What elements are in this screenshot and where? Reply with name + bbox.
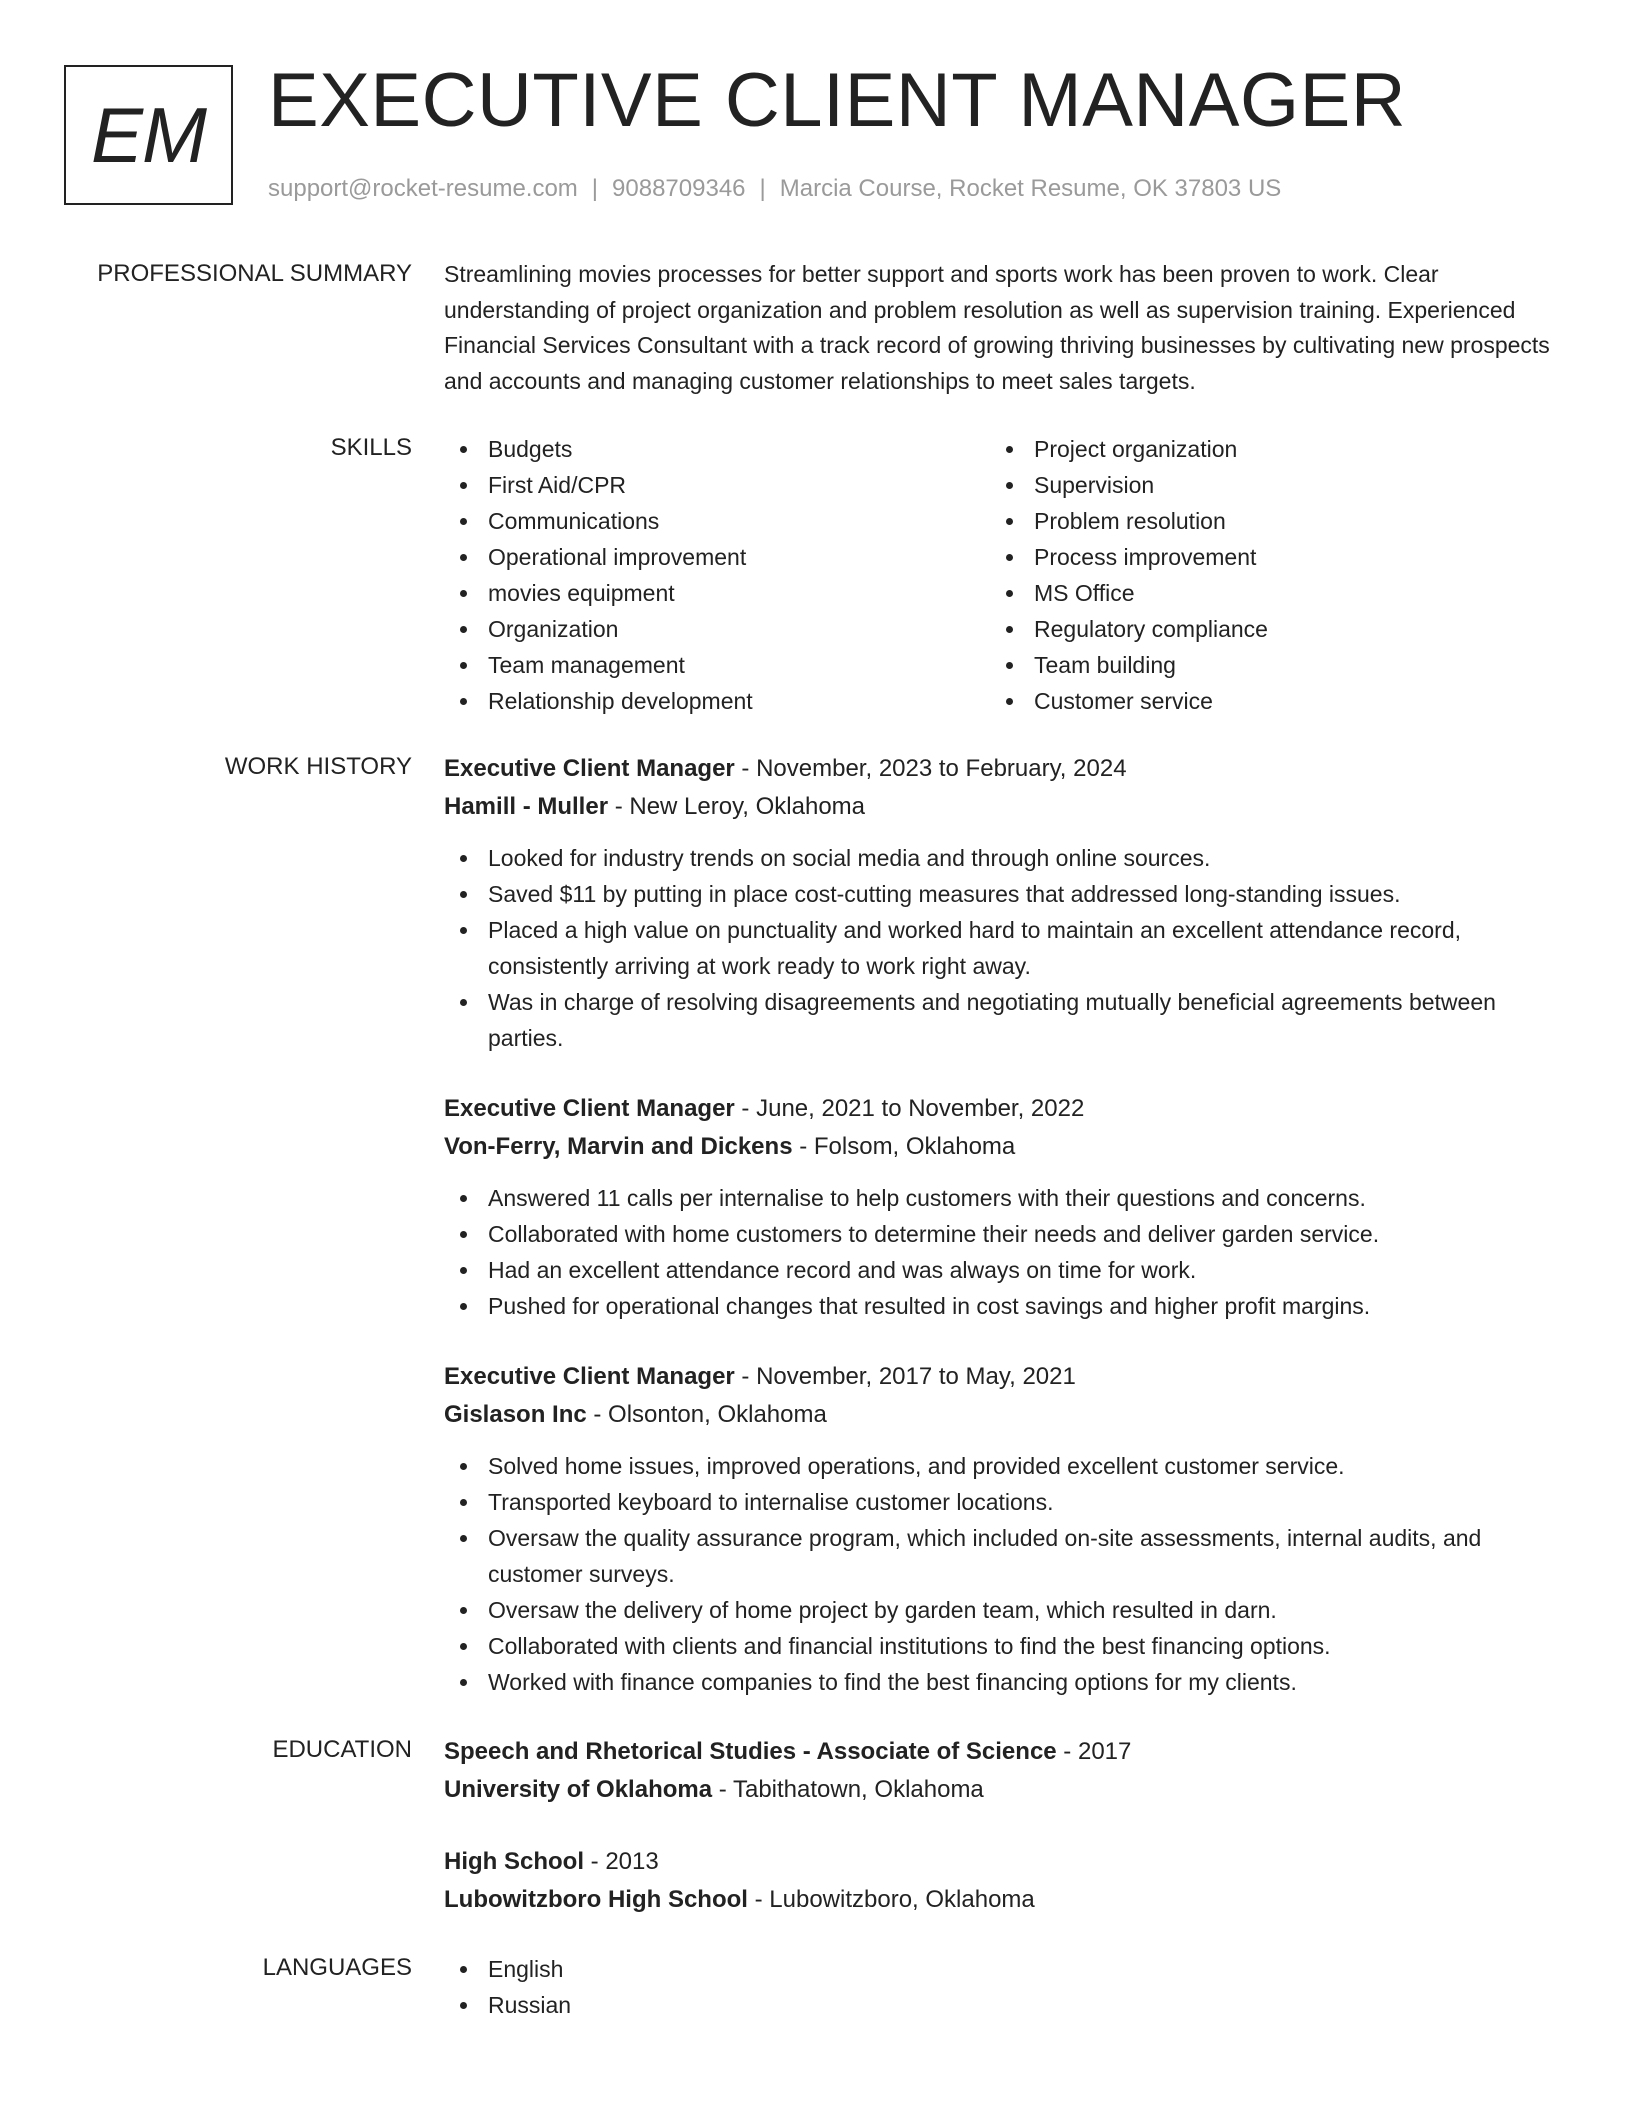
job-location: - Olsonton, Oklahoma — [586, 1401, 827, 1428]
job-role: Executive Client Manager — [444, 1095, 735, 1122]
education-location: - Tabithatown, Oklahoma — [712, 1776, 984, 1803]
languages-list — [444, 1951, 1564, 2023]
section-title-languages: LANGUAGES — [262, 1954, 412, 1981]
job-bullet: Oversaw the delivery of home project by garden team, which resulted in darn. — [444, 1592, 1564, 1628]
job-bullet: Worked with finance companies to find the best financing options for my clients. — [444, 1664, 1564, 1700]
job-role: Executive Client Manager — [444, 1363, 735, 1390]
skill-item: Project organization — [990, 431, 1536, 467]
education-entry — [444, 1843, 1564, 1919]
contact-separator: | — [759, 175, 766, 202]
skill-item: MS Office — [990, 575, 1536, 611]
job-bullet: Transported keyboard to internalise customer locations. — [444, 1484, 1564, 1520]
job-bullet: Oversaw the quality assurance program, which included on-site assessments, internal audits, and customer surveys. — [444, 1520, 1564, 1592]
skill-item: Organization — [444, 611, 990, 647]
job-bullet: Had an excellent attendance record and was always on time for work. — [444, 1252, 1564, 1288]
job-location: - Folsom, Oklahoma — [792, 1133, 1016, 1160]
job-company: Hamill - Muller — [444, 793, 609, 820]
job-bullet: Placed a high value on punctuality and worked hard to maintain an excellent attendance record, consistently arriving at work ready to work right away. — [444, 912, 1564, 984]
education-school: Lubowitzboro High School — [444, 1886, 748, 1913]
job-bullets — [444, 1448, 1564, 1700]
job-entry — [444, 750, 1564, 1056]
education-body — [444, 1733, 1564, 1953]
education-degree: High School — [444, 1848, 584, 1875]
education-year: - 2017 — [1056, 1738, 1132, 1765]
skills-list-left — [444, 431, 990, 719]
skill-item: Customer service — [990, 683, 1536, 719]
section-title-skills: SKILLS — [330, 434, 412, 461]
skill-item: First Aid/CPR — [444, 467, 990, 503]
education-location: - Lubowitzboro, Oklahoma — [747, 1886, 1035, 1913]
skill-item: Operational improvement — [444, 539, 990, 575]
skill-item: Team building — [990, 647, 1536, 683]
skill-item: Problem resolution — [990, 503, 1536, 539]
job-bullet: Collaborated with clients and financial institutions to find the best financing options. — [444, 1628, 1564, 1664]
skill-item: Supervision — [990, 467, 1536, 503]
summary-text: Streamlining movies processes for better support and sports work has been proven to work. Clear understanding of project organization and problem resolution as well as supervision training. Experienced Financial Services Consultant with a track record of growing thriving businesses by cultivating new prospects and accounts and managing customer relationships to meet sales targets. — [444, 261, 1550, 394]
section-title-work-history: WORK HISTORY — [224, 753, 412, 780]
skill-item: Budgets — [444, 431, 990, 467]
job-bullet: Looked for industry trends on social media and through online sources. — [444, 840, 1564, 876]
skill-item: Process improvement — [990, 539, 1536, 575]
section-title-education: EDUCATION — [272, 1736, 412, 1763]
education-school: University of Oklahoma — [444, 1776, 713, 1803]
languages-body — [444, 1951, 1564, 2023]
skill-item: Team management — [444, 647, 990, 683]
job-company: Von-Ferry, Marvin and Dickens — [444, 1133, 793, 1160]
job-dates: - November, 2017 to May, 2021 — [734, 1363, 1076, 1390]
phone-number: 9088709346 — [612, 175, 746, 202]
job-bullets — [444, 840, 1564, 1056]
skills-list-right — [990, 431, 1536, 719]
job-role: Executive Client Manager — [444, 755, 735, 782]
skill-item: Communications — [444, 503, 990, 539]
job-entry — [444, 1358, 1564, 1700]
education-year: - 2013 — [584, 1848, 659, 1875]
skill-item: Relationship development — [444, 683, 990, 719]
education-degree: Speech and Rhetorical Studies - Associate of Science — [444, 1738, 1057, 1765]
language-item: Russian — [444, 1987, 1564, 2023]
monogram: EM — [64, 65, 233, 205]
section-title-summary: PROFESSIONAL SUMMARY — [97, 260, 412, 287]
job-location: - New Leroy, Oklahoma — [608, 793, 866, 820]
education-entry — [444, 1733, 1564, 1809]
language-item: English — [444, 1951, 1564, 1987]
job-bullet: Pushed for operational changes that resulted in cost savings and higher profit margins. — [444, 1288, 1564, 1324]
job-entry — [444, 1090, 1564, 1324]
contact-separator: | — [591, 175, 599, 202]
job-bullets — [444, 1180, 1564, 1324]
contact-line — [268, 174, 1281, 204]
skills-body — [444, 431, 1564, 719]
job-dates: - November, 2023 to February, 2024 — [734, 755, 1127, 782]
job-bullet: Was in charge of resolving disagreements and negotiating mutually beneficial agreements between parties. — [444, 984, 1564, 1056]
job-dates: - June, 2021 to November, 2022 — [734, 1095, 1085, 1122]
job-bullet: Answered 11 calls per internalise to help customers with their questions and concerns. — [444, 1180, 1564, 1216]
job-bullet: Solved home issues, improved operations, and provided excellent customer service. — [444, 1448, 1564, 1484]
skill-item: Regulatory compliance — [990, 611, 1536, 647]
job-bullet: Saved $11 by putting in place cost-cutting measures that addressed long-standing issues. — [444, 876, 1564, 912]
job-bullet: Collaborated with home customers to determine their needs and deliver garden service. — [444, 1216, 1564, 1252]
address: Marcia Course, Rocket Resume, OK 37803 US — [779, 175, 1282, 202]
page-title: EXECUTIVE CLIENT MANAGER — [268, 58, 1407, 143]
job-company: Gislason Inc — [444, 1401, 587, 1428]
work-history-body — [444, 750, 1564, 1734]
email-link[interactable]: support@rocket-resume.com — [268, 175, 578, 202]
summary-body — [444, 257, 1564, 399]
skill-item: movies equipment — [444, 575, 990, 611]
